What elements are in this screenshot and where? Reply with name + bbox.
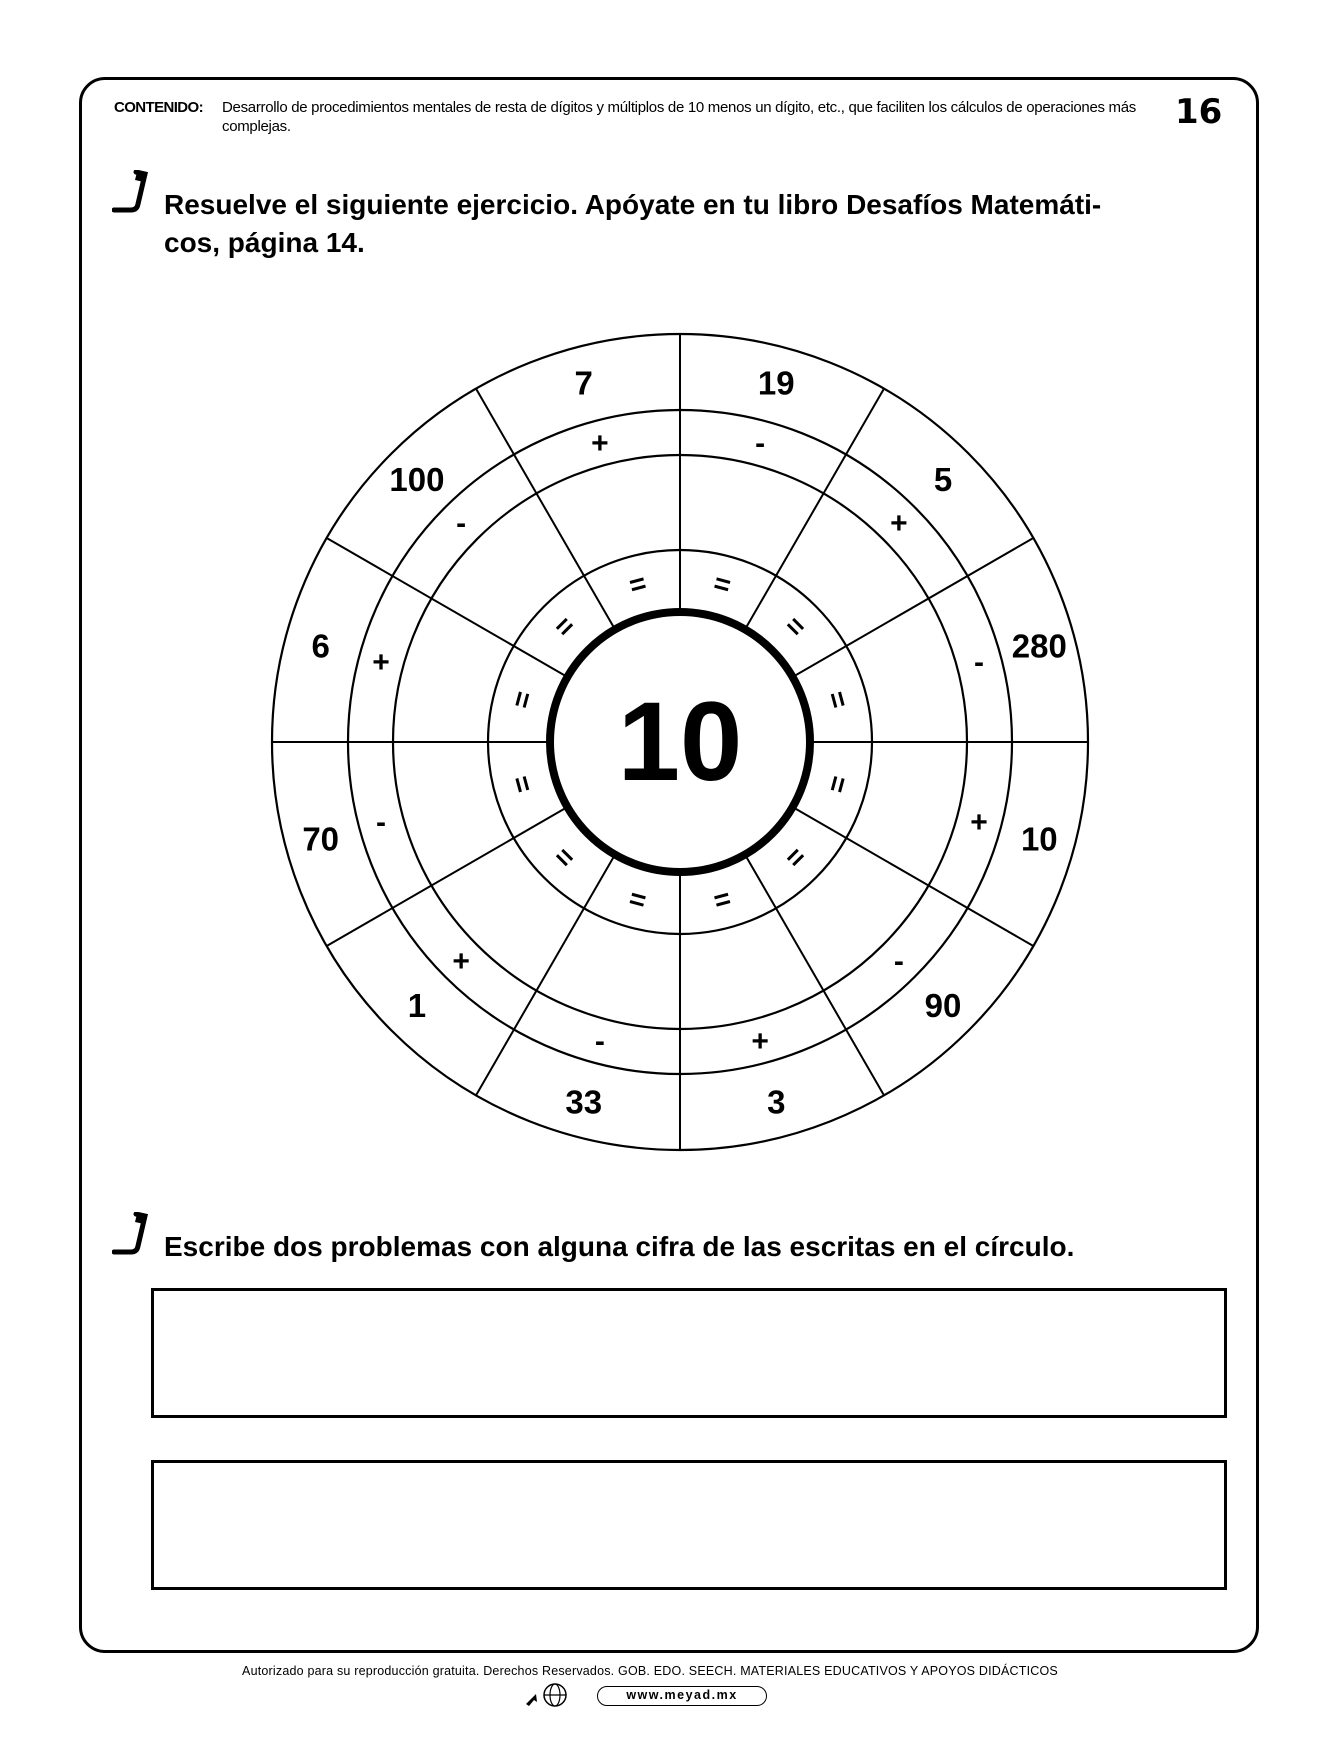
segment-number: 90: [924, 987, 962, 1025]
contenido-text: Desarrollo de procedimientos mentales de resta de dígitos y múltiplos de 10 menos un dígito, etc., que faciliten los cálculos de operaciones más complejas.: [222, 99, 1136, 135]
wheel-spoke: [745, 389, 884, 630]
instruction-2: Escribe dos problemas con alguna cifra de las escritas en el círculo.: [164, 1231, 1075, 1262]
globe-cursor-icon: [522, 1682, 572, 1708]
segment-operator: -: [376, 806, 387, 840]
number-wheel: [270, 332, 1090, 1152]
segment-operator: -: [594, 1024, 605, 1058]
segment-operator: -: [893, 944, 904, 978]
segment-equals: =: [710, 566, 735, 602]
wheel-spoke: [793, 807, 1034, 946]
segment-number: 5: [933, 460, 953, 498]
pencil-icon: [112, 1212, 152, 1258]
segment-equals: =: [504, 687, 540, 712]
segment-equals: =: [625, 566, 650, 602]
segment-operator: +: [751, 1024, 769, 1058]
segment-equals: =: [547, 609, 582, 644]
segment-number: 19: [757, 364, 795, 402]
segment-number: 33: [565, 1083, 603, 1121]
segment-operator: +: [372, 645, 390, 679]
segment-number: 1: [407, 987, 427, 1025]
wheel-spoke: [327, 538, 568, 677]
pencil-icon: [112, 170, 152, 216]
segment-equals: =: [504, 772, 540, 797]
segment-operator: +: [452, 944, 470, 978]
segment-number: 10: [1020, 820, 1058, 858]
segment-equals: =: [625, 882, 650, 918]
segment-operator: +: [591, 427, 609, 461]
segment-equals: =: [820, 772, 856, 797]
segment-equals: =: [778, 840, 813, 875]
instruction-1: [164, 186, 1101, 262]
page-number: 16: [1175, 92, 1223, 132]
wheel-spoke: [327, 807, 568, 946]
segment-operator: +: [970, 806, 988, 840]
contenido-label: CONTENIDO:: [114, 99, 203, 116]
segment-equals: =: [820, 687, 856, 712]
segment-operator: +: [890, 507, 908, 541]
wheel-spoke: [745, 855, 884, 1096]
answer-box-2[interactable]: [151, 1460, 1227, 1590]
wheel-spoke: [476, 855, 615, 1096]
segment-number: 280: [1011, 627, 1067, 665]
segment-operator: -: [973, 645, 984, 679]
segment-number: 3: [767, 1083, 786, 1121]
segment-operator: -: [456, 507, 467, 541]
segment-equals: =: [710, 882, 735, 918]
footer-url: www.meyad.mx: [597, 1686, 767, 1706]
wheel-spoke: [793, 538, 1034, 677]
segment-number: 100: [389, 460, 445, 498]
segment-number: 6: [311, 627, 330, 665]
wheel-center-number: 10: [617, 679, 743, 804]
segment-operator: -: [755, 427, 766, 461]
instruction-1-line-2: cos, página 14.: [164, 227, 365, 258]
footer-text: Autorizado para su reproducción gratuita. Derechos Reservados. GOB. EDO. SEECH. MATERIALES EDUCATIVOS Y APOYOS DIDÁCTICOS: [242, 1664, 1058, 1678]
segment-number: 7: [574, 364, 593, 402]
segment-number: 70: [302, 820, 340, 858]
instruction-1-line-1: Resuelve el siguiente ejercicio. Apóyate en tu libro Desafíos Matemáti-: [164, 189, 1102, 220]
segment-equals: =: [778, 609, 813, 644]
answer-box-1[interactable]: [151, 1288, 1227, 1418]
wheel-spoke: [476, 389, 615, 630]
segment-equals: =: [547, 840, 582, 875]
